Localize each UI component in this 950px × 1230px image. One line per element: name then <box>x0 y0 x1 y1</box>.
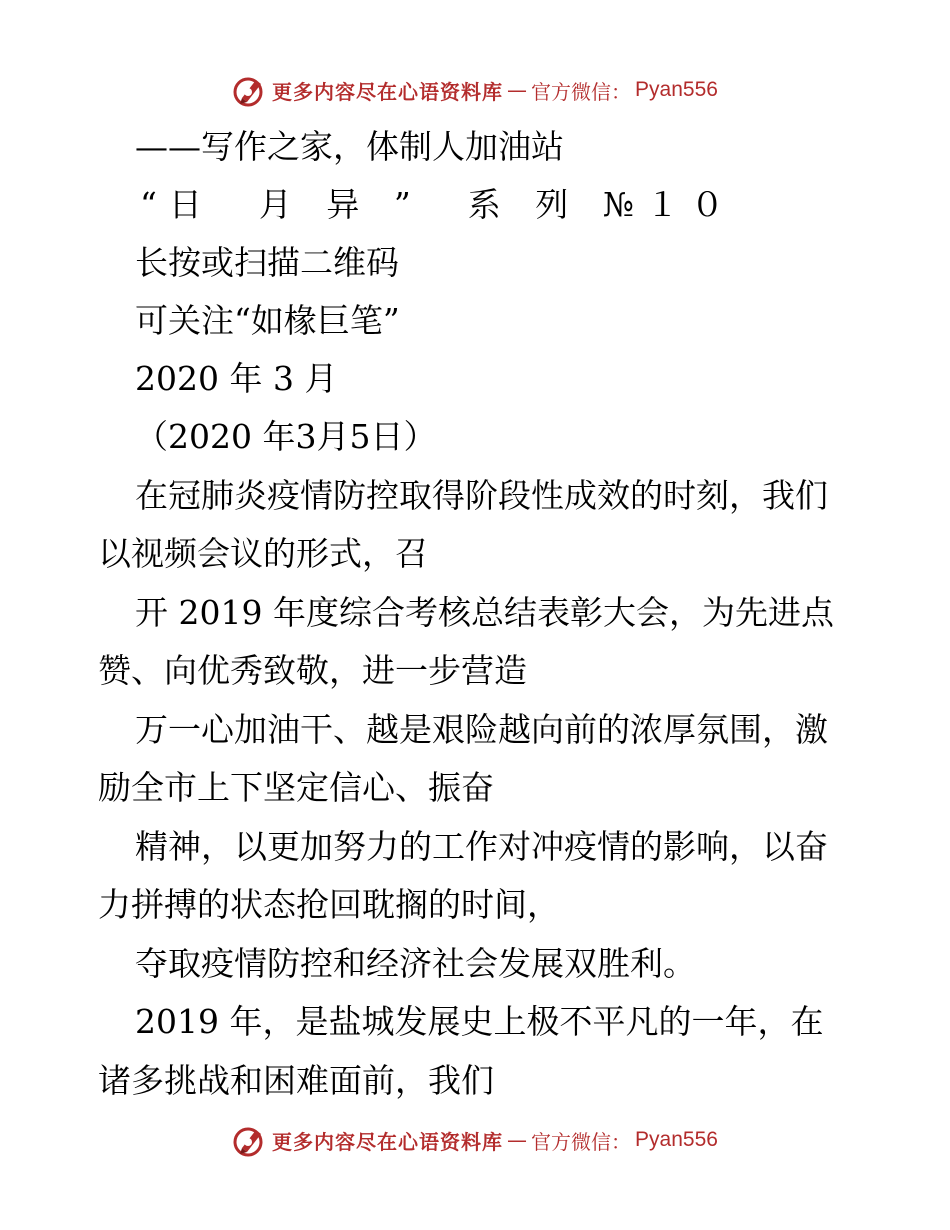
text-line: （2020 年3月5日） <box>135 417 437 456</box>
text-line: 可关注“如椽巨笔” <box>135 301 400 340</box>
text-line: 长按或扫描二维码 <box>135 243 399 282</box>
text-line: 开 2019 年度综合考核总结表彰大会，为先进点 <box>135 593 834 632</box>
text-line: 诸多挑战和困难面前，我们 <box>98 1061 494 1100</box>
watermark-text: 更多内容尽在心语资料库 <box>272 1129 504 1154</box>
pen-logo-icon <box>232 72 268 108</box>
text-line: 2019 年，是盐城发展史上极不平凡的一年，在 <box>135 1002 824 1041</box>
text-line: 以视频会议的形式，召 <box>98 534 428 573</box>
watermark-contact-label: 官方微信： <box>531 1129 632 1154</box>
text-line: 赞、向优秀致敬，进一步营造 <box>98 651 527 690</box>
watermark-contact-id: Pyan556 <box>635 1128 718 1151</box>
watermark-contact-label: 官方微信： <box>531 79 632 104</box>
watermark-separator: — <box>507 78 528 102</box>
watermark-text: 更多内容尽在心语资料库 <box>272 79 504 104</box>
pen-logo-icon <box>232 1122 268 1158</box>
footer-watermark <box>0 1120 950 1160</box>
text-line: 精神，以更加努力的工作对冲疫情的影响，以奋 <box>135 827 828 866</box>
text-line: 力拼搏的状态抢回耽搁的时间， <box>98 885 560 924</box>
watermark-contact-id: Pyan556 <box>635 78 718 101</box>
text-line: 励全市上下坚定信心、振奋 <box>98 768 494 807</box>
text-line: 2020 年 3 月 <box>135 359 338 398</box>
text-line: 在冠肺炎疫情防控取得阶段性成效的时刻，我们 <box>135 476 828 515</box>
text-line: “日 月 异 ” 系 列 №１０ <box>140 185 736 224</box>
header-watermark <box>0 70 950 110</box>
text-line: ——写作之家，体制人加油站 <box>135 127 564 166</box>
text-line: 万一心加油干、越是艰险越向前的浓厚氛围，激 <box>135 710 828 749</box>
watermark-separator: — <box>507 1128 528 1152</box>
text-line: 夺取疫情防控和经济社会发展双胜利。 <box>135 944 696 983</box>
